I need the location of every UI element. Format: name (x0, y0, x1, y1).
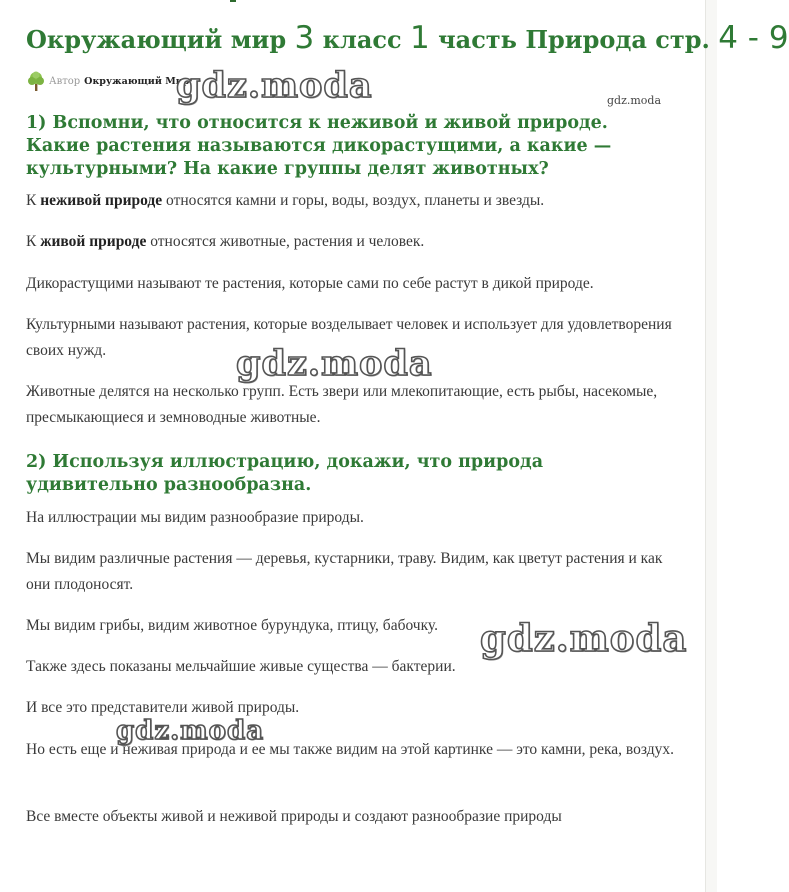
q1-p2-bold: живой природе (40, 233, 147, 250)
q2-paragraph-2: Мы видим различные растения — деревья, кустарники, траву. Видим, как цветут растения и как они плодоносят. (26, 550, 663, 593)
title-part-topic: часть Природа стр. (429, 25, 719, 54)
top-accent-mark (230, 0, 236, 2)
right-scroll-rail[interactable] (705, 0, 717, 892)
q1-p2-rest: относятся животные, растения и человек. (146, 233, 425, 250)
title-grade-number: 3 (294, 20, 315, 56)
question-2-heading: 2) Используя иллюстрацию, докажи, что природа удивительно разнообразна. (26, 452, 544, 495)
q1-paragraph-2 (26, 229, 676, 255)
watermark-logo: gdz.moda (236, 343, 433, 384)
top-strip (0, 0, 716, 2)
q1-paragraph-3: Дикорастущими называют те растения, которые сами по себе растут в дикой природе. (26, 275, 594, 292)
watermark-small: gdz.moda (607, 94, 662, 107)
page-title (26, 20, 789, 58)
q1-p1-rest: относятся камни и горы, воды, воздух, планеты и звезды. (162, 192, 545, 209)
q2-paragraph-7: Все вместе объекты живой и неживой природы и создают разнообразие природы (26, 808, 562, 825)
author-line (26, 70, 189, 92)
q2-paragraph-1: На иллюстрации мы видим разнообразие природы. (26, 509, 364, 526)
author-name[interactable]: Окружающий Мир (84, 75, 190, 87)
q1-p2-prefix: К (26, 233, 41, 250)
title-part-number: 1 (409, 20, 430, 56)
q1-p1-bold: неживой природе (40, 192, 163, 209)
q1-paragraph-4: Культурными называют растения, которые возделывает человек и использует для удовлетворения своих нужд. (26, 316, 672, 359)
author-label: Автор (49, 75, 81, 87)
q1-p1-prefix: К (26, 192, 41, 209)
question-1-heading: 1) Вспомни, что относится к неживой и живой природе. Какие растения называются дикорастущими, а какие — культурными? На какие группы делят животных? (26, 113, 612, 179)
title-grade-word: класс (314, 25, 410, 54)
q2-paragraph-5: И все это представители живой природы. (26, 699, 300, 716)
watermark-logo: gdz.moda (480, 616, 688, 660)
title-pages: 4 - 9 (718, 20, 789, 56)
watermark-logo: gdz.moda (116, 716, 265, 746)
bottom-cutoff (0, 856, 705, 892)
q2-paragraph-3: Мы видим грибы, видим животное бурундука, птицу, бабочку. (26, 617, 438, 634)
tree-icon (26, 70, 46, 92)
title-subject: Окружающий мир (26, 25, 295, 54)
q2-paragraph-4: Также здесь показаны мельчайшие живые существа — бактерии. (26, 658, 456, 675)
q1-paragraph-1 (26, 188, 676, 214)
q2-paragraph-6: Но есть еще и неживая природа и ее мы также видим на этой картинке — это камни, река, воздух. (26, 741, 674, 758)
watermark-logo: gdz.moda (176, 65, 373, 106)
q1-paragraph-5: Животные делятся на несколько групп. Есть звери или млекопитающие, есть рыбы, насекомые, пресмыкающиеся и земноводные животные. (26, 383, 658, 426)
